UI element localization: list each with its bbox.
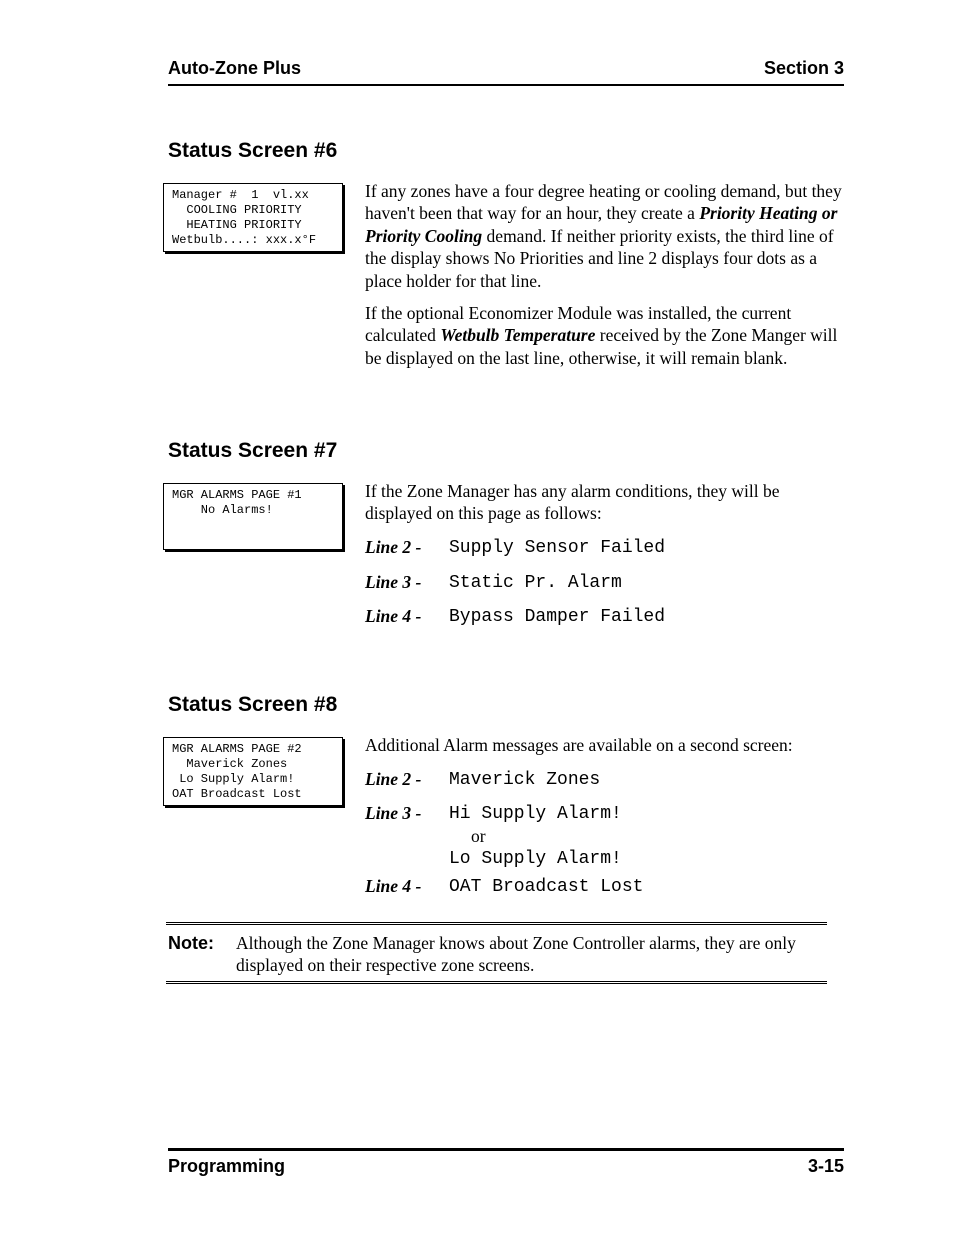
line-value: Supply Sensor Failed	[449, 538, 666, 558]
note-box	[166, 922, 827, 984]
lcd-line: HEATING PRIORITY	[172, 218, 302, 232]
lcd-line: MGR ALARMS PAGE #2	[172, 742, 302, 756]
header-title: Auto-Zone Plus	[168, 58, 301, 78]
emphasized-term: Wetbulb Temperature	[440, 325, 596, 346]
screen7-lcd-display	[163, 483, 343, 550]
header-section: Section 3	[763, 58, 844, 78]
note-text: Although the Zone Manager knows about Zone Controller alarms, they are only displayed on their respective zone screens.	[236, 933, 796, 976]
screen6-paragraph-1: If any zones have a four degree heating or cooling demand, but they haven't been that way for an hour, they create a Priority Heating or Priority Cooling demand. If neither priority exists, the third line of the display shows No Priorities and line 2 displays four dots as a place holder for that line.	[365, 181, 842, 291]
line-value: OAT Broadcast Lost	[449, 877, 644, 897]
lcd-line: Maverick Zones	[172, 757, 288, 771]
emphasized-term: Priority Heating or Priority Cooling	[365, 203, 838, 246]
footer-chapter: Programming	[168, 1156, 286, 1176]
screen7-heading: Status Screen #7	[168, 439, 338, 462]
screen8-intro: Additional Alarm messages are available on a second screen:	[365, 735, 793, 755]
lcd-line: Manager # 1 vl.xx	[172, 188, 309, 202]
lcd-line: COOLING PRIORITY	[172, 203, 302, 217]
note-label: Note:	[168, 933, 214, 953]
or-connector: or	[471, 826, 486, 846]
screen8-heading: Status Screen #8	[168, 693, 338, 716]
page-header	[168, 58, 844, 86]
line-label: Line 3 -	[365, 803, 422, 823]
page-number: 3-15	[807, 1156, 844, 1176]
screen6-heading: Status Screen #6	[168, 139, 338, 162]
screen6-lcd-display	[163, 183, 343, 252]
line-value: Static Pr. Alarm	[449, 573, 622, 593]
lcd-line	[172, 518, 336, 533]
lcd-line: No Alarms!	[172, 503, 273, 517]
screen7-intro: If the Zone Manager has any alarm conditions, they will be displayed on this page as follows:	[365, 481, 780, 524]
page-footer	[168, 1148, 844, 1181]
line-label: Line 4 -	[365, 606, 422, 626]
lcd-line: OAT Broadcast Lost	[172, 787, 302, 801]
line-label: Line 4 -	[365, 876, 422, 896]
line-value: Lo Supply Alarm!	[449, 849, 622, 869]
line-label: Line 2 -	[365, 537, 422, 557]
screen8-lcd-display	[163, 737, 343, 806]
line-value: Bypass Damper Failed	[449, 607, 666, 627]
lcd-line: Lo Supply Alarm!	[172, 772, 295, 786]
lcd-line: Wetbulb....: xxx.x°F	[172, 233, 317, 247]
line-value: Maverick Zones	[449, 770, 601, 790]
line-label: Line 3 -	[365, 572, 422, 592]
line-label: Line 2 -	[365, 769, 422, 789]
line-value: Hi Supply Alarm!	[449, 804, 622, 824]
screen6-paragraph-2: If the optional Economizer Module was installed, the current calculated Wetbulb Temperature received by the Zone Manger will be displayed on the last line, otherwise, it will remain blank.	[365, 303, 838, 368]
lcd-line: MGR ALARMS PAGE #1	[172, 488, 302, 502]
